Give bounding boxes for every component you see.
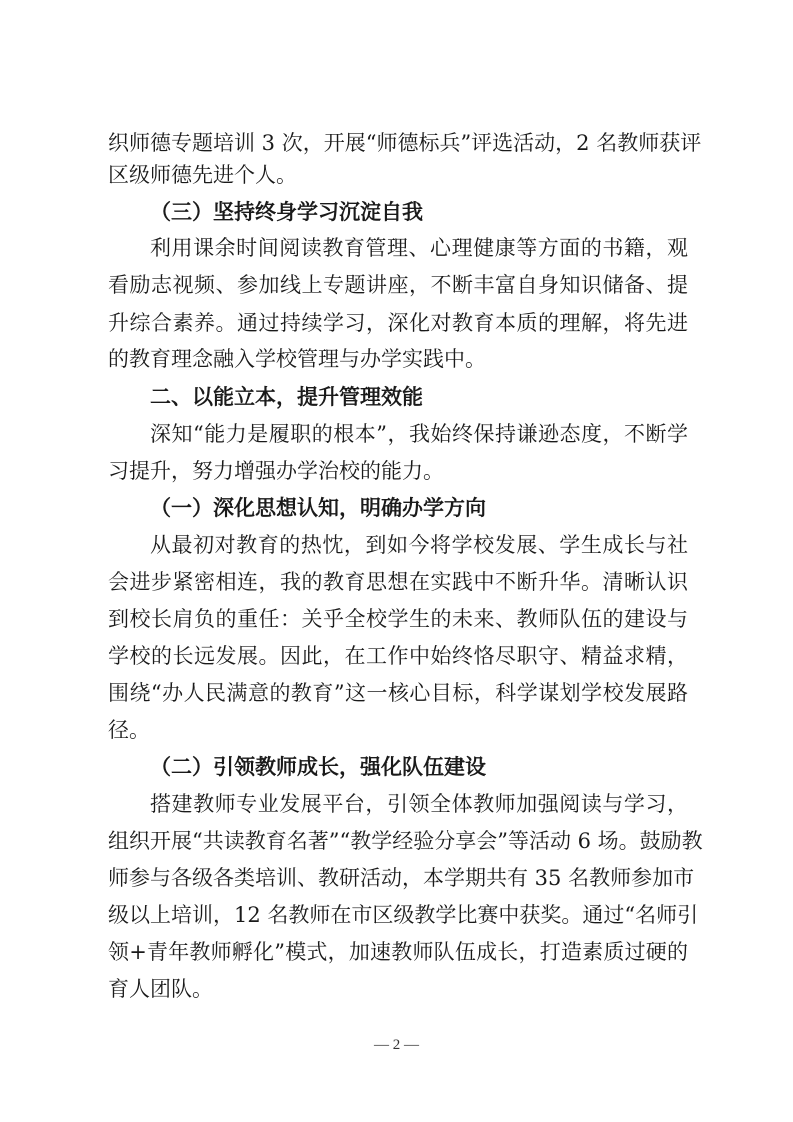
body-text-line: 学校的长远发展。因此，在工作中始终恪尽职守、精益求精，: [108, 644, 688, 668]
body-text-line: 围绕“办人民满意的教育”这一核心目标，科学谋划学校发展路: [108, 681, 688, 705]
body-text-line: 利用课余时间阅读教育管理、心理健康等方面的书籍，观: [150, 236, 688, 260]
body-text-line: 到校长肩负的重任：关乎全校学生的未来、教师队伍的建设与: [108, 607, 688, 631]
body-text-line: 习提升，努力增强办学治校的能力。: [108, 459, 444, 483]
body-text-line: 师参与各级各类培训、教研活动，本学期共有 35 名教师参加市: [108, 866, 695, 890]
subsection-heading: （一）深化思想认知，明确办学方向: [150, 496, 486, 520]
body-text-line: 径。: [108, 718, 150, 742]
body-text-line: 升综合素养。通过持续学习，深化对教育本质的理解，将先进: [108, 311, 688, 335]
body-text-line: 育人团队。: [108, 977, 213, 1001]
body-text-line: 的教育理念融入学校管理与办学实践中。: [108, 347, 486, 371]
body-text-line: 看励志视频、参加线上专题讲座，不断丰富自身知识储备、提: [108, 273, 688, 297]
section-heading: 二、以能立本，提升管理效能: [150, 385, 423, 409]
body-text-line: 组织开展“共读教育名著”“教学经验分享会”等活动 6 场。鼓励教: [108, 829, 703, 853]
body-text-line: 深知“能力是履职的根本”，我始终保持谦逊态度，不断学: [150, 422, 688, 446]
body-text-line: 织师德专题培训 3 次，开展“师德标兵”评选活动，2 名教师获评: [108, 131, 702, 155]
body-text-line: 会进步紧密相连，我的教育思想在实践中不断升华。清晰认识: [108, 570, 688, 594]
body-text-line: 领+青年教师孵化”模式，加速教师队伍成长，打造素质过硬的: [108, 940, 688, 964]
body-text-line: 搭建教师专业发展平台，引领全体教师加强阅读与学习，: [150, 792, 688, 816]
body-text-line: 从最初对教育的热忱，到如今将学校发展、学生成长与社: [150, 533, 688, 557]
subsection-heading: （三）坚持终身学习沉淀自我: [150, 200, 423, 224]
subsection-heading: （二）引领教师成长，强化队伍建设: [150, 755, 486, 779]
page-number: — 2 —: [374, 1037, 419, 1053]
body-text-line: 级以上培训，12 名教师在市区级教学比赛中获奖。通过“名师引: [108, 903, 699, 927]
body-text-line: 区级师德先进个人。: [108, 163, 297, 187]
